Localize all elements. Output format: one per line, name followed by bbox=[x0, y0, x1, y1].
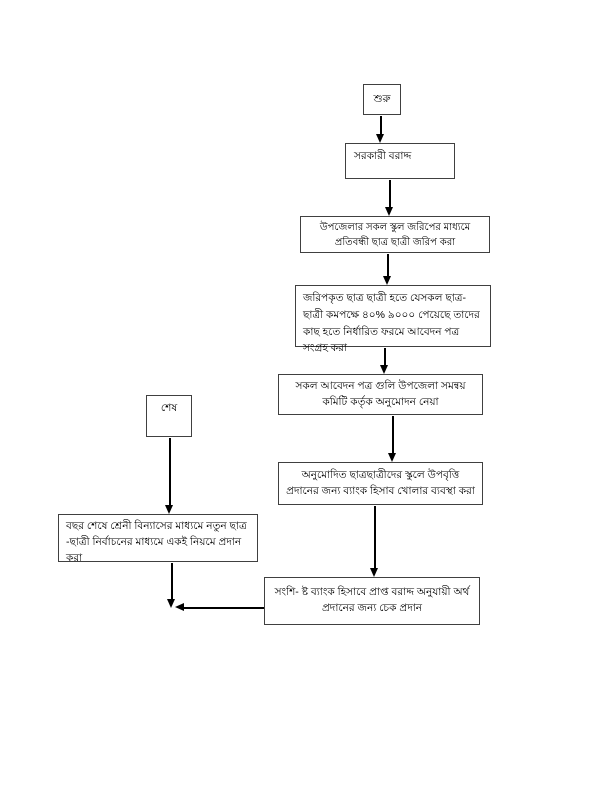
flow-node-bank-account bbox=[278, 462, 483, 505]
flow-node-school-survey-label: উপজেলার সকল স্কুল জরিপের মাধ্যমে প্রতিবন্ধী ছাত্র ছাত্রী জরিপ করা bbox=[319, 221, 471, 248]
flow-node-committee-approval-label: সকল আবেদন পত্র গুলি উপজেলা সমন্বয় কমিটি কর্তৃক অনুমোদন নেয়া bbox=[295, 379, 466, 408]
arrow-govt-to-survey-head bbox=[385, 207, 393, 216]
flow-node-start bbox=[363, 84, 401, 115]
arrow-cheque-to-junction-line bbox=[183, 607, 264, 609]
flow-node-application-collection-label: জরিপকৃত ছাত্র ছাত্রী হতে যেসকল ছাত্র-ছাত্রী কমপক্ষে ৪০% ৯০০০ পেয়েছে তাদের কাছ হতে নির্ধারিত ফরমে আবেদন পত্র সংগ্রহ করা bbox=[303, 292, 480, 355]
arrow-renew-to-junction-head bbox=[167, 599, 175, 608]
flow-node-committee-approval bbox=[278, 374, 483, 415]
arrow-govt-to-survey-line bbox=[389, 180, 391, 210]
flow-node-bank-account-label: অনুমোদিত ছাত্রছাত্রীদের স্কুলে উপবৃত্তি প্রদানের জন্য ব্যাংক হিসাব খোলার ব্যবস্থা করা bbox=[286, 468, 475, 497]
flow-node-cheque-payment bbox=[264, 577, 480, 625]
flow-node-end bbox=[146, 395, 192, 437]
arrow-approve-to-bank-line bbox=[392, 416, 394, 456]
flow-node-start-label: শুরু bbox=[373, 92, 391, 105]
flow-node-government-allocation bbox=[345, 143, 455, 179]
arrow-cheque-to-junction-head bbox=[175, 603, 184, 611]
arrow-end-to-renew-head bbox=[165, 505, 173, 514]
arrow-bank-to-cheque-line bbox=[374, 506, 376, 570]
flow-node-cheque-payment-label: সংশি- ষ্ট ব্যাংক হিসাবে প্রাপ্ত বরাদ্দ অনুযায়ী অর্থ প্রদানের জন্য চেক প্রদান bbox=[274, 586, 470, 614]
arrow-start-to-govt-head bbox=[376, 134, 384, 143]
flow-node-application-collection bbox=[295, 285, 491, 355]
flow-node-end-label: শেষ bbox=[160, 402, 178, 414]
flow-node-yearly-renewal-label: বছর শেষে শ্রেনী বিন্যাসের মাধ্যমে নতুন ছাত্র -ছাত্রী নির্বাচনের মাধ্যমে একই নিয়মে প্রদান করা bbox=[66, 520, 247, 564]
flow-node-yearly-renewal bbox=[58, 514, 258, 562]
flow-node-government-allocation-label: সরকারী বরাদ্দ bbox=[354, 150, 412, 162]
flow-node-school-survey bbox=[300, 216, 490, 253]
arrow-bank-to-cheque-head bbox=[370, 568, 378, 577]
arrow-approve-to-bank-head bbox=[388, 453, 396, 462]
arrow-renew-to-junction-line bbox=[171, 563, 173, 602]
arrow-collect-to-approve-head bbox=[380, 365, 388, 374]
arrow-survey-to-collect-head bbox=[383, 276, 391, 285]
arrow-end-to-renew-line bbox=[169, 438, 171, 508]
